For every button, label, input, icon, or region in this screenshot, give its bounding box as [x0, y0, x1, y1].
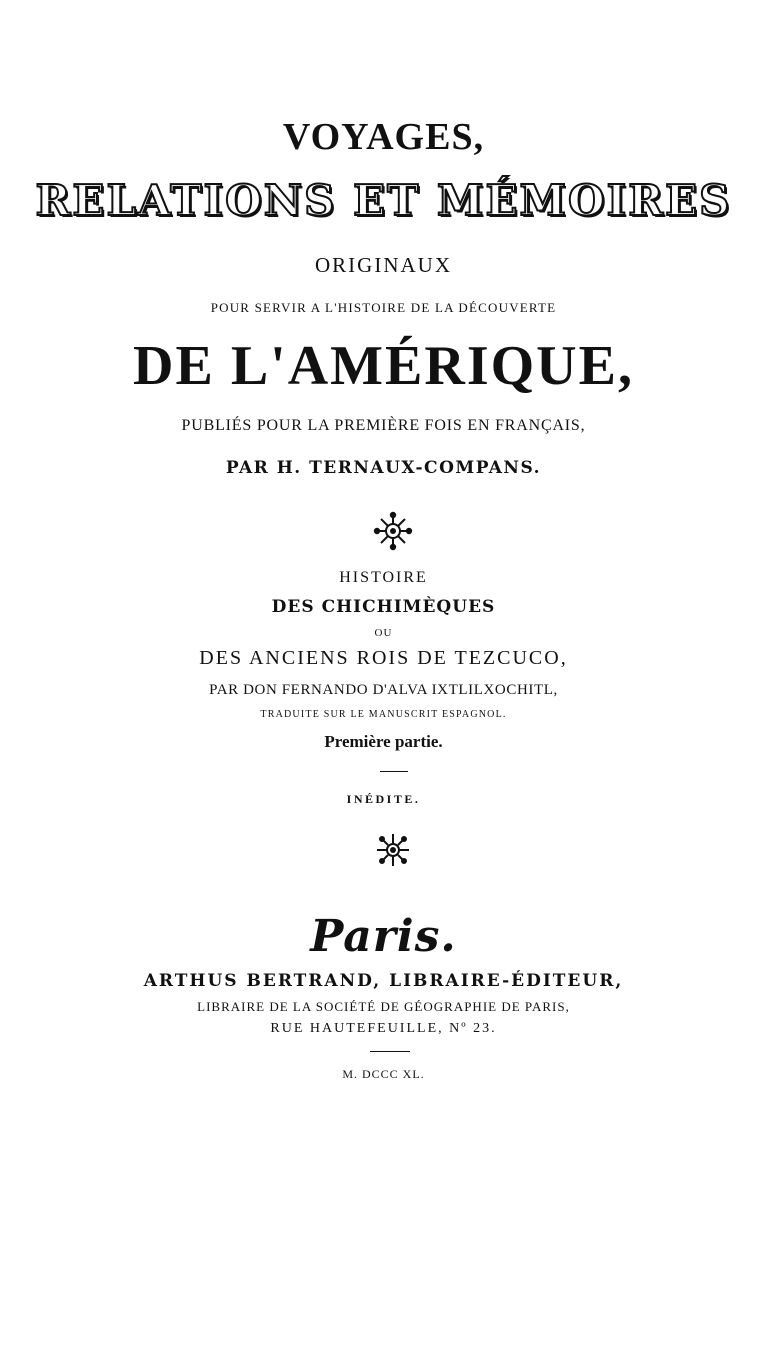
imprint-societe: LIBRAIRE DE LA SOCIÉTÉ DE GÉOGRAPHIE DE PARIS,: [197, 999, 570, 1014]
divider-rule: [370, 1051, 410, 1052]
divider-rule: [380, 771, 408, 772]
fleuron-icon: [373, 830, 413, 870]
work-inedite: INÉDITE.: [346, 792, 421, 806]
work-ou: OU: [374, 627, 393, 639]
work-chichimeques: DES CHICHIMÈQUES: [271, 597, 496, 617]
imprint-date: M. DCCC XL.: [342, 1067, 425, 1081]
work-part: Première partie.: [324, 732, 443, 751]
subtitle-publies: PUBLIÉS POUR LA PREMIÈRE FOIS EN FRANÇAIS,: [181, 417, 586, 434]
work-translation-note: TRADUITE SUR LE MANUSCRIT ESPAGNOL.: [260, 709, 507, 720]
work-histoire: HISTOIRE: [339, 569, 428, 586]
title-amerique: DE L'AMÉRIQUE,: [133, 335, 634, 397]
fleuron-icon: [373, 511, 413, 551]
work-author: PAR DON FERNANDO D'ALVA IXTLILXOCHITL,: [209, 682, 558, 698]
title-voyages: VOYAGES,: [282, 116, 485, 158]
editor-line: PAR H. TERNAUX-COMPANS.: [225, 458, 542, 478]
imprint-publisher: ARTHUS BERTRAND, LIBRAIRE-ÉDITEUR,: [143, 971, 624, 991]
work-anciens-rois: DES ANCIENS ROIS DE TEZCUCO,: [199, 647, 568, 669]
title-relations-memoires: RELATIONS ET MÉMOIRES: [35, 176, 732, 225]
subtitle-pour-servir: POUR SERVIR A L'HISTOIRE DE LA DÉCOUVERTE: [210, 300, 557, 315]
imprint-address: RUE HAUTEFEUILLE, Nº 23.: [270, 1021, 497, 1036]
imprint-city: Paris.: [310, 911, 457, 962]
subtitle-originaux: ORIGINAUX: [315, 253, 452, 277]
